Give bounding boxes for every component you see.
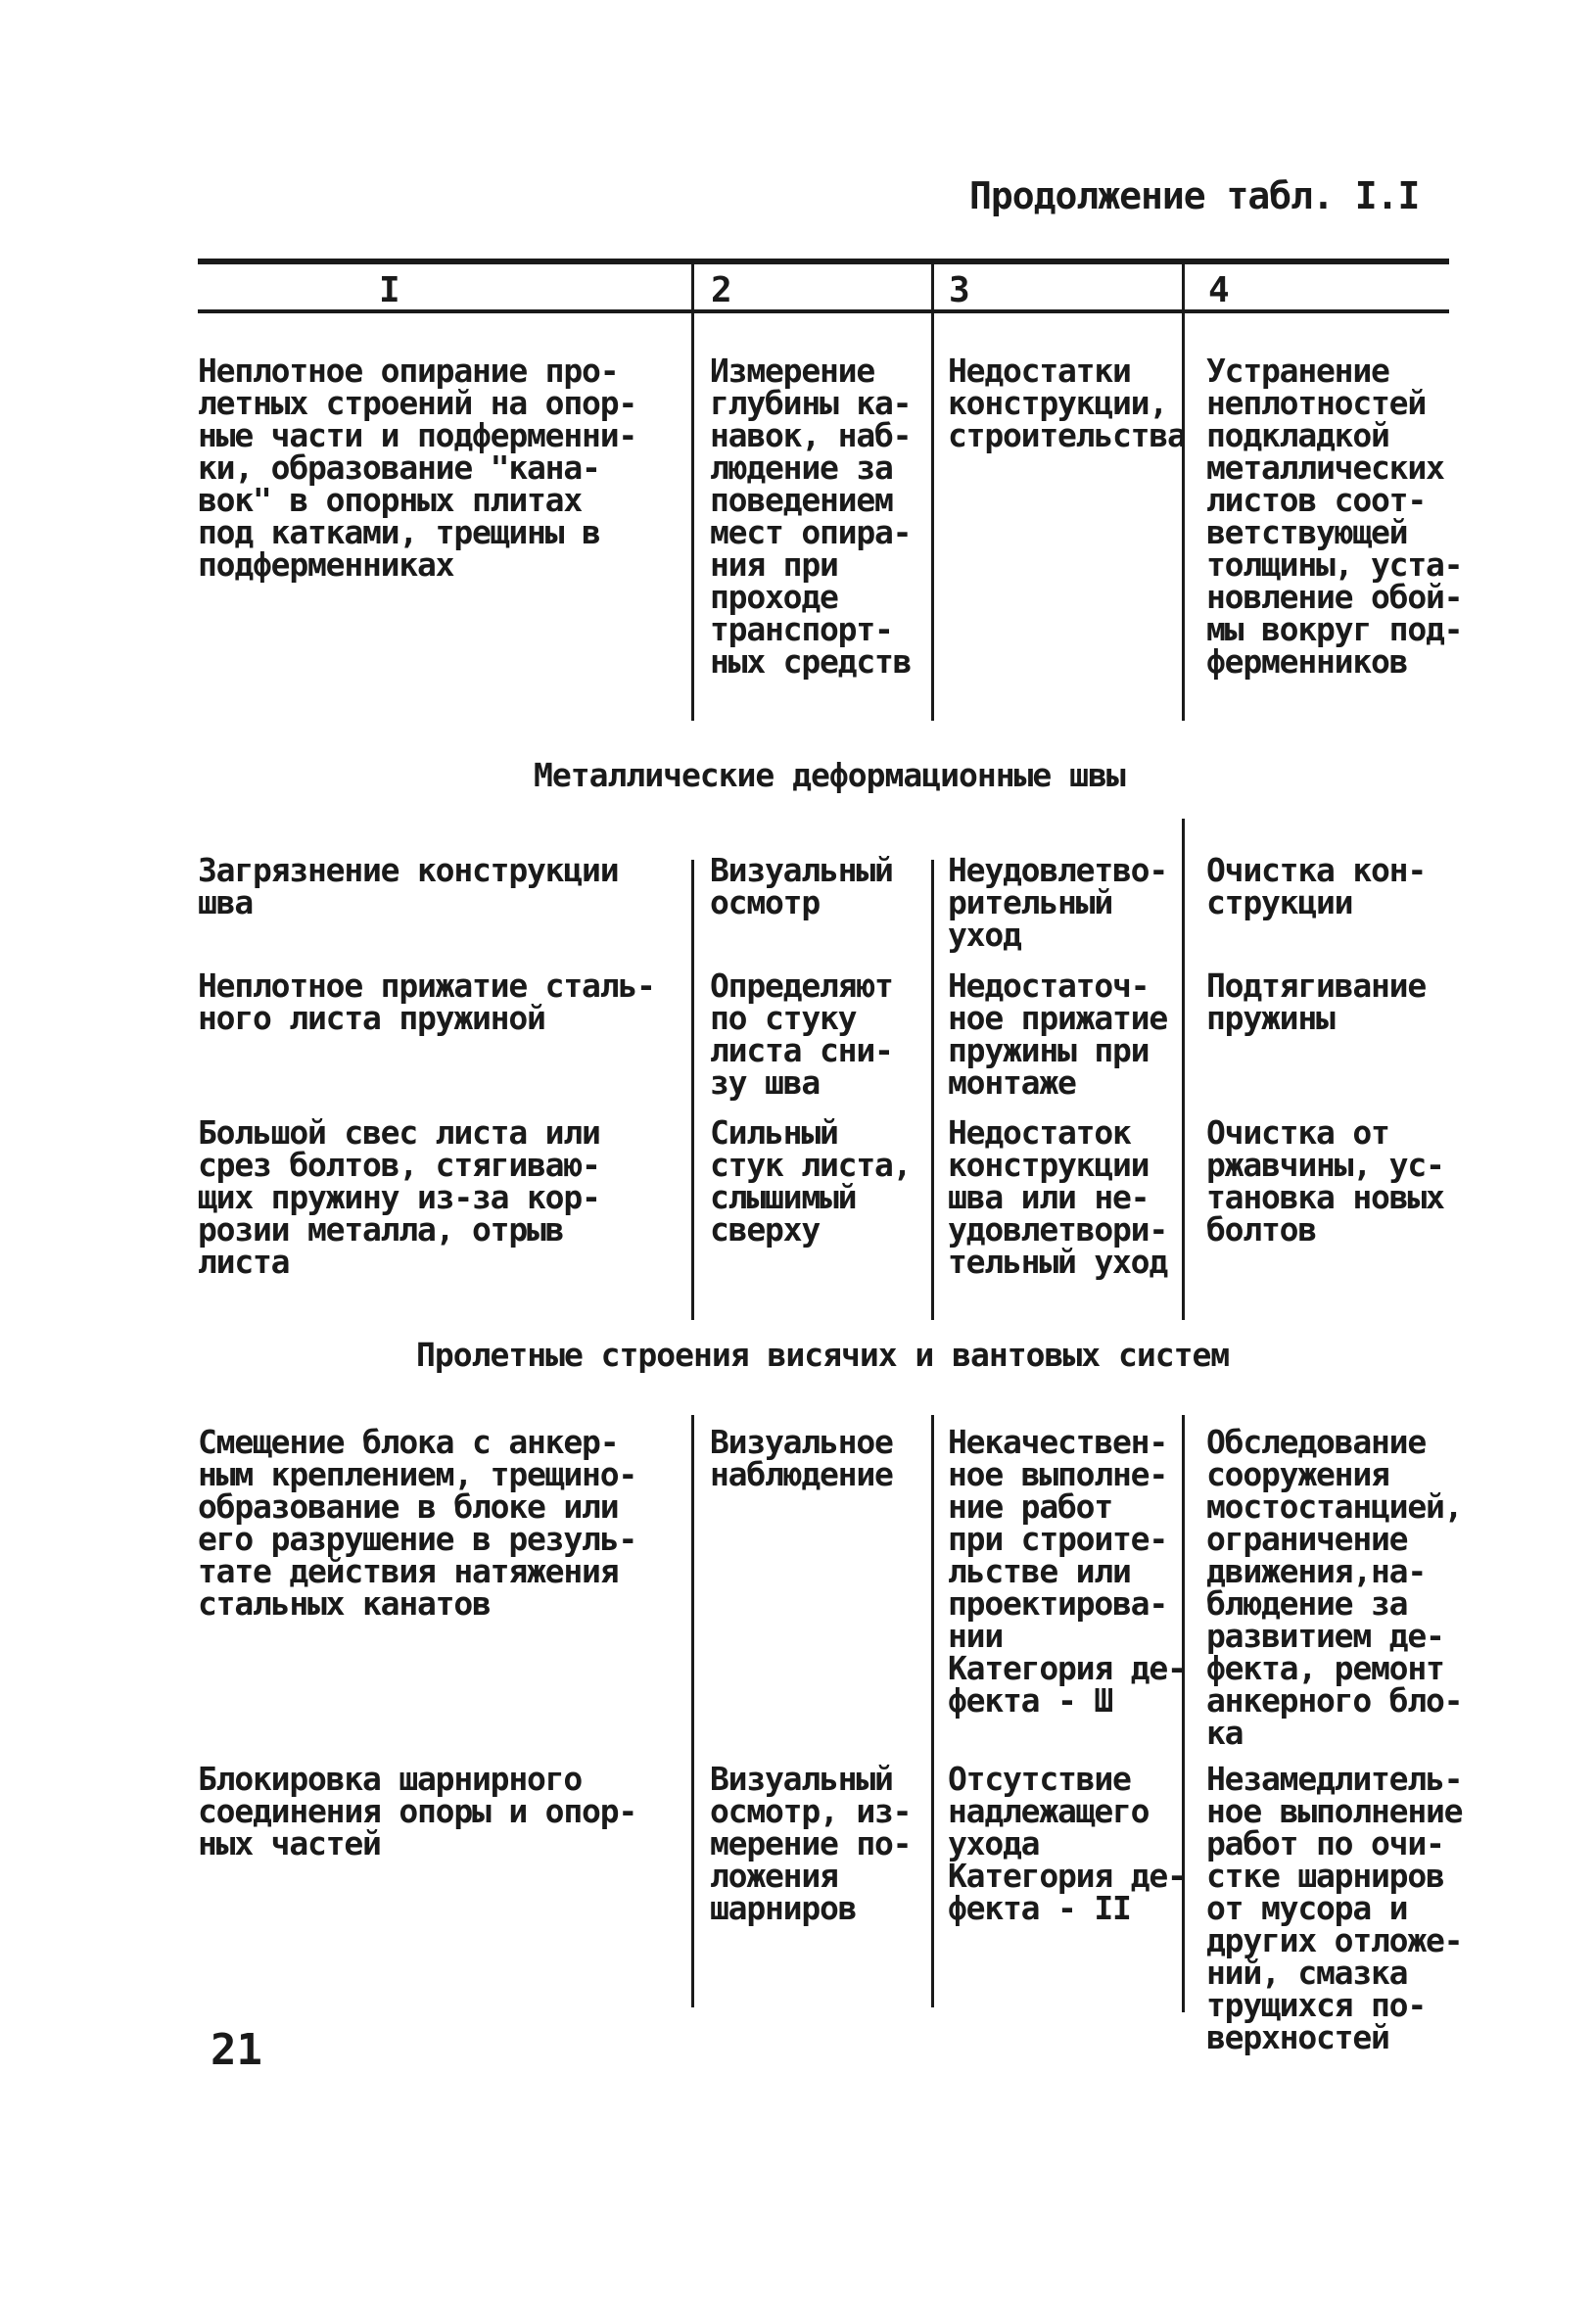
- table-cell-defect: Большой свес листа или срез болтов, стягиваю- щих пружину из-за кор- розии металла, отрыв листа: [198, 1113, 600, 1281]
- table-cell-cause: Некачествен- ное выполне- ние работ при строите- льстве или проектирова- нии Категория де- фекта - Ш: [948, 1423, 1186, 1720]
- table-cell-remedy: Обследование сооружения мостостанцией, ограничение движения,на- блюдение за развитием де- фекта, ремонт анкерного бло- ка: [1206, 1423, 1463, 1752]
- section-heading: Пролетные строения висячих и вантовых систем: [416, 1336, 1230, 1374]
- table-cell-cause: Недостатки конструкции, строительства: [948, 352, 1186, 454]
- table-cell-defect: Смещение блока с анкер- ным креплением, трещино- образование в блоке или его разрушение в резуль- тате действия натяжения стальных канатов: [198, 1423, 637, 1623]
- table-cell-method: Измерение глубины ка- навок, наб- людение за поведением мест опира- ния при проходе транспорт- ных средств: [710, 352, 912, 681]
- table-cell-remedy: Очистка от ржавчины, ус- тановка новых болтов: [1206, 1113, 1444, 1249]
- column-number-3: 3: [949, 270, 970, 310]
- table-cell-cause: Недостаток конструкции шва или не- удовлетвори- тельный уход: [948, 1113, 1168, 1281]
- column-divider: [931, 1415, 934, 2007]
- column-divider: [691, 860, 694, 1320]
- table-cell-cause: Отсутствие надлежащего ухода Категория де- фекта - II: [948, 1760, 1186, 1927]
- table-cell-method: Сильный стук листа, слышимый сверху: [710, 1113, 912, 1249]
- table-cell-defect: Неплотное прижатие сталь- ного листа пружиной: [198, 966, 655, 1037]
- table-cell-method: Определяют по стуку листа сни- зу шва: [710, 966, 893, 1102]
- section-heading: Металлические деформационные швы: [534, 756, 1125, 794]
- table-cell-remedy: Очистка кон- струкции: [1206, 851, 1427, 921]
- table-cell-remedy: Устранение неплотностей подкладкой металлических листов соот- ветствующей толщины, уста- новление обой- мы вокруг под- ферменников: [1206, 352, 1463, 681]
- column-number-4: 4: [1208, 270, 1230, 310]
- column-divider: [1182, 260, 1185, 721]
- table-cell-defect: Неплотное опирание про- летных строений на опор- ные части и подферменни- ки, образование "кана- вок" в опорных плитах под катками, трещины в подферменниках: [198, 352, 637, 584]
- table-cell-method: Визуальный осмотр, из- мерение по- ложения шарниров: [710, 1760, 912, 1927]
- table-cell-remedy: Подтягивание пружины: [1206, 966, 1427, 1037]
- table-cell-cause: Недостаточ- ное прижатие пружины при монтаже: [948, 966, 1168, 1102]
- table-top-rule: [198, 259, 1449, 264]
- column-divider: [1182, 819, 1185, 1320]
- column-number-1: I: [379, 270, 400, 310]
- column-divider: [931, 260, 934, 721]
- table-cell-defect: Загрязнение конструкции шва: [198, 851, 619, 921]
- table-cell-defect: Блокировка шарнирного соединения опоры и опор- ных частей: [198, 1760, 637, 1862]
- table-cell-cause: Неудовлетво- рительный уход: [948, 851, 1168, 954]
- table-cell-remedy: Незамедлитель- ное выполнение работ по очи- стке шарниров от мусора и других отложе- ний, смазка трущихся по- верхностей: [1206, 1760, 1463, 2056]
- column-divider: [691, 1415, 694, 2007]
- page-number: 21: [211, 2025, 262, 2075]
- table-continuation-label: Продолжение табл. I.I: [969, 174, 1420, 217]
- column-number-2: 2: [711, 270, 732, 310]
- column-divider: [691, 260, 694, 721]
- table-cell-method: Визуальный осмотр: [710, 851, 893, 921]
- column-divider: [931, 860, 934, 1320]
- table-cell-method: Визуальное наблюдение: [710, 1423, 893, 1493]
